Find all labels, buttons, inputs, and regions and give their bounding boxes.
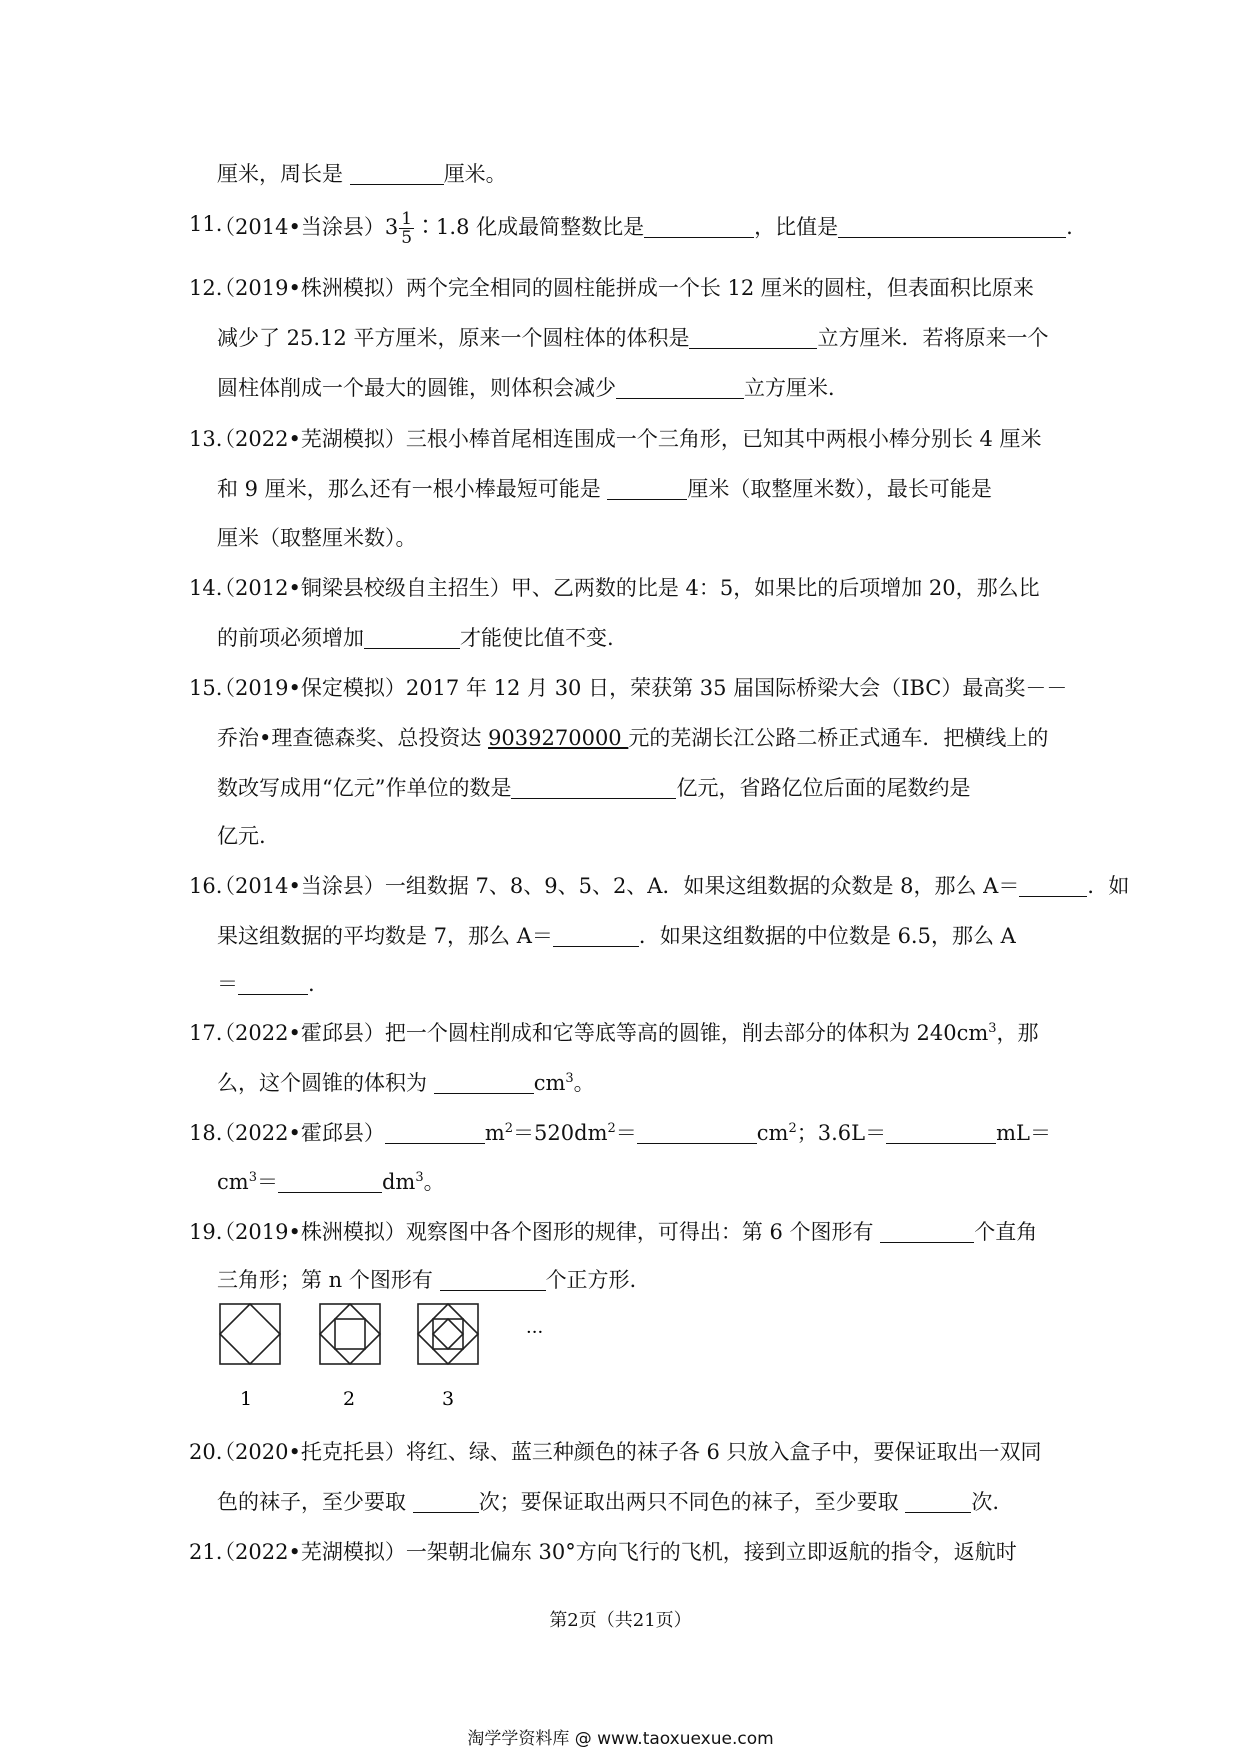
- q10-line2: 厘米，周长是 厘米。: [217, 162, 507, 186]
- q19-line2: 三角形；第 n 个图形有 个正方形.: [217, 1268, 637, 1292]
- q13-line1: （2022•芜湖模拟）三根小棒首尾相连围成一个三角形，已知其中两根小棒分别长 4 厘米: [214, 427, 1042, 451]
- q14-line2: 的前项必须增加 才能使比值不变.: [217, 626, 614, 650]
- blank[interactable]: [838, 215, 1066, 238]
- blank[interactable]: [440, 1268, 546, 1291]
- blank[interactable]: [413, 1490, 479, 1513]
- blank[interactable]: [886, 1121, 996, 1144]
- q15-line4: 亿元.: [217, 824, 266, 848]
- q20-line2: 色的袜子，至少要取 次；要保证取出两只不同色的袜子，至少要取 次.: [217, 1490, 1000, 1514]
- question-number: 18.: [189, 1121, 223, 1145]
- q12-line2: 减少了 25.12 平方厘米，原来一个圆柱体的体积是 立方厘米．若将原来一个: [217, 326, 1049, 350]
- q16-line1: （2014•当涂县）一组数据 7、8、9、5、2、A．如果这组数据的众数是 8，那么 A＝ ．如: [214, 874, 1130, 898]
- ellipsis: ···: [526, 1322, 544, 1343]
- blank[interactable]: [616, 376, 744, 399]
- blank[interactable]: [364, 626, 460, 649]
- blank[interactable]: [385, 1121, 485, 1144]
- q17-line1: （2022•霍邱县）把一个圆柱削成和它等底等高的圆锥，削去部分的体积为 $240cm^3$，那: [214, 1021, 1039, 1045]
- question-number: 17.: [189, 1021, 223, 1045]
- figure-3: [418, 1304, 478, 1364]
- blank[interactable]: [689, 326, 817, 349]
- underlined-number: 9039270000: [488, 726, 629, 750]
- q17-line2: 么，这个圆锥的体积为 $cm^3$。: [217, 1071, 595, 1095]
- q12-line1: （2019•株洲模拟）两个完全相同的圆柱能拼成一个长 12 厘米的圆柱，但表面积比原来: [214, 276, 1034, 300]
- q19-line1: （2019•株洲模拟）观察图中各个图形的规律，可得出：第 6 个图形有 个直角: [214, 1220, 1038, 1244]
- blank[interactable]: [637, 1121, 757, 1144]
- q16-line3: ＝ .: [217, 972, 315, 996]
- blank[interactable]: [607, 477, 687, 500]
- question-number: 19.: [189, 1220, 223, 1244]
- blank[interactable]: [350, 162, 444, 185]
- q15-line1: （2019•保定模拟）2017 年 12 月 30 日，荣获第 35 届国际桥梁大会（IBC）最高奖－－: [214, 676, 1068, 700]
- q15-line3: 数改写成用“亿元”作单位的数是 亿元，省路亿位后面的尾数约是: [217, 776, 971, 800]
- blank[interactable]: [553, 924, 639, 947]
- question-number: 15.: [189, 676, 223, 700]
- question-number: 13.: [189, 427, 223, 451]
- q15-line2: 乔治•理查德森奖、总投资达 9039270000 元的芜湖长江公路二桥正式通车．把横线上的: [217, 726, 1049, 750]
- figure-label: 2: [343, 1388, 356, 1410]
- blank[interactable]: [278, 1170, 382, 1193]
- q16-line2: 果这组数据的平均数是 7，那么 A＝ ．如果这组数据的中位数是 6.5，那么 A: [217, 924, 1016, 948]
- figure-label: 3: [442, 1388, 455, 1410]
- nested-squares-figure: [218, 1300, 558, 1410]
- q12-line3: 圆柱体削成一个最大的圆锥，则体积会减少 立方厘米．: [217, 376, 849, 400]
- blank[interactable]: [511, 776, 676, 799]
- question-number: 16.: [189, 874, 223, 898]
- figure-1: [220, 1304, 280, 1364]
- q13-line2: 和 9 厘米，那么还有一根小棒最短可能是 厘米（取整厘米数），最长可能是: [217, 477, 992, 501]
- q11-line1: （2014•当涂县）3 $\frac{1}{5}$ ∶1.8 化成最简整数比是 ，比值是 .: [214, 209, 1073, 248]
- figure-label: 1: [240, 1388, 253, 1410]
- blank[interactable]: [238, 972, 308, 995]
- page-footer: 第2页（共21页）: [549, 1610, 692, 1631]
- q14-line1: （2012•铜梁县校级自主招生）甲、乙两数的比是 4：5，如果比的后项增加 20，那么比: [214, 576, 1040, 600]
- q20-line1: （2020•托克托县）将红、绿、蓝三种颜色的袜子各 6 只放入盒子中，要保证取出一双同: [214, 1440, 1042, 1464]
- q21-line1: （2022•芜湖模拟）一架朝北偏东 30°方向飞行的飞机，接到立即返航的指令，返航时: [214, 1540, 1017, 1564]
- fraction: $\frac{1}{5}$: [401, 209, 413, 248]
- blank[interactable]: [905, 1490, 971, 1513]
- q18-line2: $cm^3= dm^3$。: [217, 1170, 445, 1194]
- question-number: 11.: [189, 212, 223, 236]
- blank[interactable]: [1019, 874, 1087, 897]
- blank[interactable]: [434, 1071, 534, 1094]
- q13-line3: 厘米（取整厘米数）。: [217, 526, 417, 550]
- question-number: 14.: [189, 576, 223, 600]
- q18-line1: （2022•霍邱县） $m^2=520dm^2= cm^2$；3.6L＝ mL＝: [214, 1121, 1051, 1145]
- blank[interactable]: [644, 215, 754, 238]
- question-number: 20.: [189, 1440, 223, 1464]
- question-number: 12.: [189, 276, 223, 300]
- watermark: 淘学学资料库 @ www.taoxuexue.com: [467, 1729, 774, 1749]
- question-number: 21.: [189, 1540, 223, 1564]
- blank[interactable]: [880, 1220, 974, 1243]
- figure-2: [320, 1304, 380, 1364]
